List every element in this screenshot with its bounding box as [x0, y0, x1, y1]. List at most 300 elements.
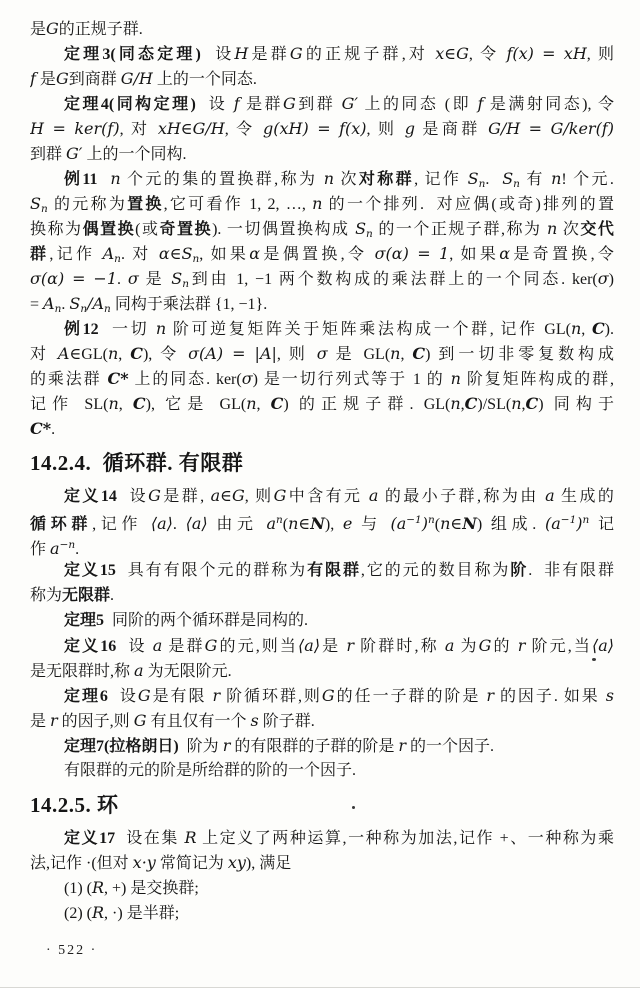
- text-run: ! 个元.: [561, 171, 614, 188]
- text-run: .: [117, 271, 128, 288]
- text-run: 上的同态. ker(: [128, 371, 242, 388]
- math-run: σ(α) = −1: [30, 269, 118, 288]
- text-run: ∈GL(: [69, 346, 108, 363]
- scan-artifact-dot: [352, 806, 355, 809]
- text-run: 是偶置换,令: [260, 246, 375, 263]
- text-run: 的有限群的子群的阶是: [230, 738, 399, 755]
- text-run: 是: [35, 71, 56, 88]
- text-run: 到由 1, −1 两个数构成的乘法群上的一个同态. ker(: [188, 271, 598, 288]
- math-run: C*: [107, 369, 129, 388]
- math-run: g(xH) = f(x): [263, 119, 367, 138]
- text-run: 个元的集的置换群,称为: [120, 171, 324, 188]
- text-run: 生成的: [554, 488, 614, 505]
- math-run: s: [250, 711, 259, 730]
- text-line: [30, 708, 614, 733]
- math-run: r: [398, 736, 407, 755]
- math-run: n: [440, 514, 451, 533]
- text-run: 上定义了两种运算,一种称为加法,记作 +、一种称为乘: [196, 830, 614, 847]
- math-run: R: [91, 878, 105, 897]
- scan-artifact-dot: [592, 658, 596, 661]
- math-run: G′: [341, 94, 359, 113]
- math-run: r: [50, 711, 58, 730]
- math-run: (a: [544, 514, 561, 533]
- text-run: 一切: [98, 321, 156, 338]
- math-run: xy: [227, 853, 246, 872]
- text-run: 同构于乘法群 {1, −1}.: [110, 296, 268, 313]
- text-run: 记作 SL(: [30, 396, 109, 413]
- text-run: ), 满足: [245, 855, 292, 872]
- math-run: G: [137, 686, 151, 705]
- text-run: 具有有限个元的群称为: [115, 562, 308, 579]
- text-run: ,: [118, 396, 133, 413]
- math-run: n: [192, 253, 200, 265]
- math-run: R: [91, 903, 105, 922]
- bold-term: 群: [30, 246, 50, 263]
- math-run: a: [134, 661, 144, 680]
- text-run: 设在集: [115, 830, 185, 847]
- text-run: .: [172, 516, 186, 533]
- math-run: r: [346, 636, 355, 655]
- math-run: e: [342, 514, 353, 533]
- text-run: 阶子群.: [258, 713, 315, 730]
- math-run: n: [288, 514, 299, 533]
- math-run: a: [545, 486, 555, 505]
- math-run: r: [212, 686, 221, 705]
- bold-term: 定义15: [64, 562, 116, 579]
- text-run: 的一个因子.: [406, 738, 495, 755]
- math-run: ): [576, 514, 583, 533]
- text-run: (或: [135, 221, 160, 238]
- math-run: R: [184, 828, 197, 847]
- text-line: [30, 16, 614, 41]
- bold-term: 定义16: [64, 638, 117, 655]
- math-run: n: [551, 169, 562, 188]
- text-run: 是群: [239, 96, 283, 113]
- bold-term: 偶置换: [82, 221, 136, 238]
- math-run: n: [54, 303, 62, 315]
- text-run: . 对: [120, 246, 159, 263]
- bold-term: 定义14: [64, 488, 117, 505]
- math-run: C: [464, 394, 478, 413]
- text-run: 阶复矩阵构成的群,: [460, 371, 614, 388]
- text-line: [30, 683, 614, 708]
- text-run: ,: [118, 346, 131, 363]
- math-run: f: [30, 69, 36, 88]
- text-line: [30, 733, 614, 758]
- text-run: )/SL(: [477, 396, 512, 413]
- bold-term: 例12: [64, 321, 99, 338]
- text-line: [30, 66, 614, 91]
- math-run: xH∈G/H: [157, 119, 225, 138]
- math-run: N: [310, 514, 325, 533]
- text-run: 是商群: [415, 121, 489, 138]
- text-line: [30, 291, 614, 316]
- text-run: ). 一切偶置换构成: [212, 221, 356, 238]
- math-run: σ: [316, 344, 328, 363]
- text-run: , 则: [586, 46, 614, 63]
- text-run: , 对: [119, 121, 158, 138]
- math-run: C: [270, 394, 284, 413]
- text-run: , +) 是交换群;: [104, 880, 199, 897]
- text-run: ,它可看作 1, 2, …,: [163, 196, 313, 213]
- text-run: 是奇置换,令: [510, 246, 614, 263]
- bold-term: 阶: [510, 562, 529, 579]
- math-run: G: [478, 636, 492, 655]
- text-run: ,记作: [49, 246, 103, 263]
- text-run: 阶循环群,则: [220, 688, 322, 705]
- text-run: 是群,: [160, 488, 211, 505]
- text-run: 上的一个同构.: [82, 146, 187, 163]
- text-line: [30, 558, 614, 583]
- math-run: n: [114, 253, 121, 265]
- math-run: G: [133, 711, 147, 730]
- text-run: ,记作: [92, 516, 151, 533]
- text-line: [30, 316, 614, 341]
- text-run: 是: [30, 713, 51, 730]
- math-run: s: [605, 686, 614, 705]
- text-run: 的因子,则: [57, 713, 134, 730]
- text-run: ,: [460, 396, 465, 413]
- math-run: S: [69, 294, 81, 313]
- math-run: n: [108, 394, 119, 413]
- text-run: ,: [400, 346, 413, 363]
- math-run: a: [50, 539, 60, 558]
- text-line: [30, 533, 614, 558]
- text-run: , 令: [224, 121, 263, 138]
- text-run: 的: [491, 638, 518, 655]
- bold-term: 定理4(同构定理): [64, 96, 196, 113]
- math-run: C*: [30, 419, 52, 438]
- math-run: C: [591, 319, 605, 338]
- text-run: 是: [30, 21, 47, 38]
- math-run: n: [478, 178, 486, 190]
- section-heading: 14.2.4. 循环群. 有限群: [30, 451, 244, 475]
- math-run: S: [355, 219, 367, 238]
- section-heading: 14.2.5. 环: [30, 793, 119, 817]
- text-run: 阶可逆复矩阵关于矩阵乘法构成一个群, 记作 GL(: [166, 321, 571, 338]
- text-run: , 则: [366, 121, 405, 138]
- math-run: n: [110, 169, 121, 188]
- math-run: r: [486, 686, 494, 705]
- bold-term: 定理3(同态定理): [64, 46, 201, 63]
- math-run: n: [547, 219, 558, 238]
- bold-term: 定义17: [64, 830, 116, 847]
- text-run: , 如果: [449, 246, 500, 263]
- text-run: ) 是一切行列式等于 1 的: [252, 371, 451, 388]
- text-run: 中含有元: [286, 488, 369, 505]
- text-line: [30, 241, 614, 266]
- bold-term: 定理5: [64, 612, 105, 629]
- text-run: ).: [604, 321, 614, 338]
- bold-term: 置换: [127, 196, 164, 213]
- text-line: [30, 341, 614, 366]
- text-run: ): [608, 271, 614, 288]
- math-run: a: [210, 486, 221, 505]
- bold-term: 有限群: [307, 562, 361, 579]
- math-run: α: [499, 244, 511, 263]
- text-run: ), 它是 GL(: [145, 396, 247, 413]
- math-run: G: [46, 19, 59, 38]
- text-run: .: [110, 587, 115, 604]
- math-run: H: [234, 44, 249, 63]
- math-run: a: [152, 636, 163, 655]
- math-run: a: [368, 486, 379, 505]
- text-line: [30, 483, 614, 508]
- bold-term: 例11: [64, 171, 98, 188]
- text-run: 的任一子群的阶是: [334, 688, 487, 705]
- text-run: 的一个排列. 对应偶(或奇)排列的置: [322, 196, 614, 213]
- text-run: . 非有限群: [528, 562, 614, 579]
- math-run: n: [155, 319, 167, 338]
- math-run: n: [513, 178, 520, 190]
- text-run: 阶群时,称: [354, 638, 445, 655]
- math-run: −1: [560, 514, 577, 526]
- math-run: g: [404, 119, 416, 138]
- math-run: n: [511, 394, 522, 413]
- text-run: .: [51, 421, 56, 438]
- math-run: ): [421, 514, 428, 533]
- text-run: 为: [454, 638, 479, 655]
- text-run: (: [282, 516, 289, 533]
- math-run: C: [130, 344, 143, 363]
- math-run: (a: [390, 514, 407, 533]
- math-run: G/H: [120, 69, 153, 88]
- text-run: 是: [138, 271, 172, 288]
- math-run: n: [246, 394, 257, 413]
- text-run: ∈: [220, 488, 232, 505]
- text-run: , ·) 是半群;: [104, 905, 180, 922]
- math-run: a: [444, 636, 455, 655]
- text-run: 的最小子群,称为由: [378, 488, 546, 505]
- text-run: [98, 171, 111, 188]
- text-run: 设: [195, 96, 234, 113]
- math-run: G: [55, 69, 69, 88]
- text-run: ∈: [298, 516, 311, 533]
- math-run: S: [30, 194, 41, 213]
- text-run: (: [434, 516, 441, 533]
- math-run: A: [57, 344, 70, 363]
- bold-term: 对称群: [358, 171, 415, 188]
- text-run: 称为: [30, 587, 63, 604]
- math-run: A: [43, 294, 55, 313]
- text-run: ) 的正规子群. GL(: [283, 396, 451, 413]
- bold-term: 交代: [580, 221, 614, 238]
- math-run: f: [233, 94, 240, 113]
- math-run: n: [582, 514, 590, 526]
- text-run: 同阶的两个循环群是同构的.: [104, 612, 309, 629]
- math-run: G: [321, 686, 335, 705]
- text-run: 设: [200, 46, 235, 63]
- math-run: G/H = G/ker(f): [488, 119, 614, 138]
- text-run: 是无限群时,称: [30, 663, 135, 680]
- math-run: H = ker(f): [30, 119, 120, 138]
- text-line: [30, 91, 614, 116]
- text-run: 上的同态 (即: [358, 96, 478, 113]
- math-run: n: [323, 169, 335, 188]
- text-run: 是群: [248, 46, 290, 63]
- math-run: n: [40, 203, 48, 215]
- text-run: 常简记为: [155, 855, 228, 872]
- bold-term: 奇置换: [159, 221, 213, 238]
- text-run: ,: [256, 396, 271, 413]
- math-run: G: [289, 44, 303, 63]
- text-run: 次: [557, 221, 581, 238]
- text-line: [30, 608, 614, 633]
- math-run: ⟨a⟩: [298, 636, 321, 655]
- text-run: 是满射同态), 令: [483, 96, 614, 113]
- text-run: 上的一个同态.: [152, 71, 257, 88]
- text-run: .: [75, 541, 80, 558]
- text-line: [30, 658, 614, 683]
- math-run: −n: [59, 539, 76, 551]
- math-run: n: [390, 344, 401, 363]
- text-run: ,: [581, 321, 592, 338]
- math-run: ⟨a⟩: [185, 514, 208, 533]
- text-run: 设: [116, 488, 149, 505]
- text-run: 的乘法群: [30, 371, 108, 388]
- text-run: 的因子. 如果: [494, 688, 606, 705]
- text-run: 记: [589, 516, 614, 533]
- text-run: 阶元,当: [525, 638, 592, 655]
- math-run: α: [249, 244, 261, 263]
- text-run: 到群: [30, 146, 67, 163]
- math-run: σ: [241, 369, 253, 388]
- text-run: ) 到一切非零复数构成: [425, 346, 614, 363]
- math-run: G: [148, 486, 161, 505]
- text-line: [30, 166, 614, 191]
- math-run: S: [467, 169, 479, 188]
- text-line: [30, 633, 614, 658]
- math-run: /A: [87, 294, 105, 313]
- math-run: σ: [597, 269, 609, 288]
- math-run: N: [462, 514, 477, 533]
- math-run: A: [102, 244, 115, 263]
- text-line: [30, 266, 614, 291]
- math-run: −1: [406, 514, 422, 526]
- math-run: G′: [66, 144, 83, 163]
- text-run: 为无限阶元.: [143, 663, 232, 680]
- text-run: 换称为: [30, 221, 83, 238]
- text-run: 设: [116, 638, 153, 655]
- text-run: .: [485, 171, 503, 188]
- text-run: 由元: [207, 516, 267, 533]
- text-run: , 如果: [199, 246, 250, 263]
- text-run: 作: [30, 541, 51, 558]
- text-line: [30, 216, 614, 241]
- text-run: 对: [30, 346, 58, 363]
- math-run: n: [427, 514, 435, 526]
- text-line: [30, 391, 614, 416]
- math-run: f: [477, 94, 484, 113]
- math-run: σ(A) = |A|: [188, 344, 277, 363]
- math-run: G: [231, 486, 245, 505]
- text-line: [30, 366, 614, 391]
- text-run: (1) (: [64, 880, 92, 897]
- math-run: C: [132, 394, 146, 413]
- math-run: C: [525, 394, 539, 413]
- math-run: r: [517, 636, 526, 655]
- text-run: ∈: [450, 516, 463, 533]
- text-run: ) 组成.: [476, 516, 545, 533]
- text-line: [30, 41, 614, 66]
- text-run: 阶为: [178, 738, 223, 755]
- text-run: , 则: [244, 488, 274, 505]
- text-run: 是: [320, 638, 347, 655]
- text-run: ,它的元的数目称为: [360, 562, 511, 579]
- text-run: 的元称为: [47, 196, 128, 213]
- math-run: n: [107, 344, 119, 363]
- math-run: x·y: [132, 853, 156, 872]
- math-run: C: [412, 344, 426, 363]
- math-run: a: [266, 514, 276, 533]
- math-run: n: [104, 303, 111, 315]
- math-run: n: [450, 369, 461, 388]
- text-line: [30, 825, 614, 850]
- text-run: ),: [324, 516, 343, 533]
- bold-term: 定理6: [64, 688, 108, 705]
- math-run: x∈G: [435, 44, 469, 63]
- text-run: 法,记作 ·(但对: [30, 855, 133, 872]
- text-run: ,: [521, 396, 526, 413]
- text-line: [30, 508, 614, 533]
- text-run: , 则: [276, 346, 317, 363]
- text-run: =: [30, 296, 44, 313]
- text-run: 是有限: [150, 688, 213, 705]
- math-run: α∈S: [158, 244, 193, 263]
- math-run: ⟨a⟩: [150, 514, 173, 533]
- text-run: 是 GL(: [327, 346, 391, 363]
- text-line: [30, 875, 614, 900]
- math-run: σ(α) = 1: [374, 244, 450, 263]
- math-run: n: [312, 194, 323, 213]
- text-run: , 记作: [414, 171, 468, 188]
- text-run: 的正规子群.: [58, 21, 143, 38]
- math-run: n: [276, 514, 283, 526]
- text-line: [30, 141, 614, 166]
- text-run: 次: [334, 171, 359, 188]
- math-run: n: [570, 319, 582, 338]
- text-line: [30, 116, 614, 141]
- math-run: S: [171, 269, 183, 288]
- text-run: 到商群: [68, 71, 121, 88]
- text-run: 的元,则当: [217, 638, 299, 655]
- text-run: 有限群的元的阶是所给群的阶的一个因子.: [64, 762, 357, 779]
- math-run: G: [204, 636, 218, 655]
- text-run: 的一个正规子群,称为: [372, 221, 548, 238]
- math-run: ⟨a⟩: [591, 636, 614, 655]
- text-line: [30, 583, 614, 608]
- text-run: ), 令: [142, 346, 189, 363]
- text-run: 有: [519, 171, 552, 188]
- text-run: , 令: [468, 46, 507, 63]
- math-run: n: [182, 278, 189, 290]
- math-run: G: [283, 94, 296, 113]
- math-run: S: [502, 169, 514, 188]
- text-run: 的正规子群,对: [302, 46, 436, 63]
- text-run: .: [61, 296, 70, 313]
- text-line: [30, 900, 614, 925]
- text-run: 与: [352, 516, 391, 533]
- math-run: f(x) = xH: [506, 44, 587, 63]
- text-run: 是群: [162, 638, 205, 655]
- text-run: ) 同构于: [538, 396, 614, 413]
- math-run: r: [222, 736, 231, 755]
- text-line: [30, 416, 614, 441]
- text-run: 有且仅有一个: [146, 713, 251, 730]
- math-run: n: [80, 303, 88, 315]
- math-run: σ: [127, 269, 139, 288]
- bold-term: 定理7(拉格朗日): [64, 738, 179, 755]
